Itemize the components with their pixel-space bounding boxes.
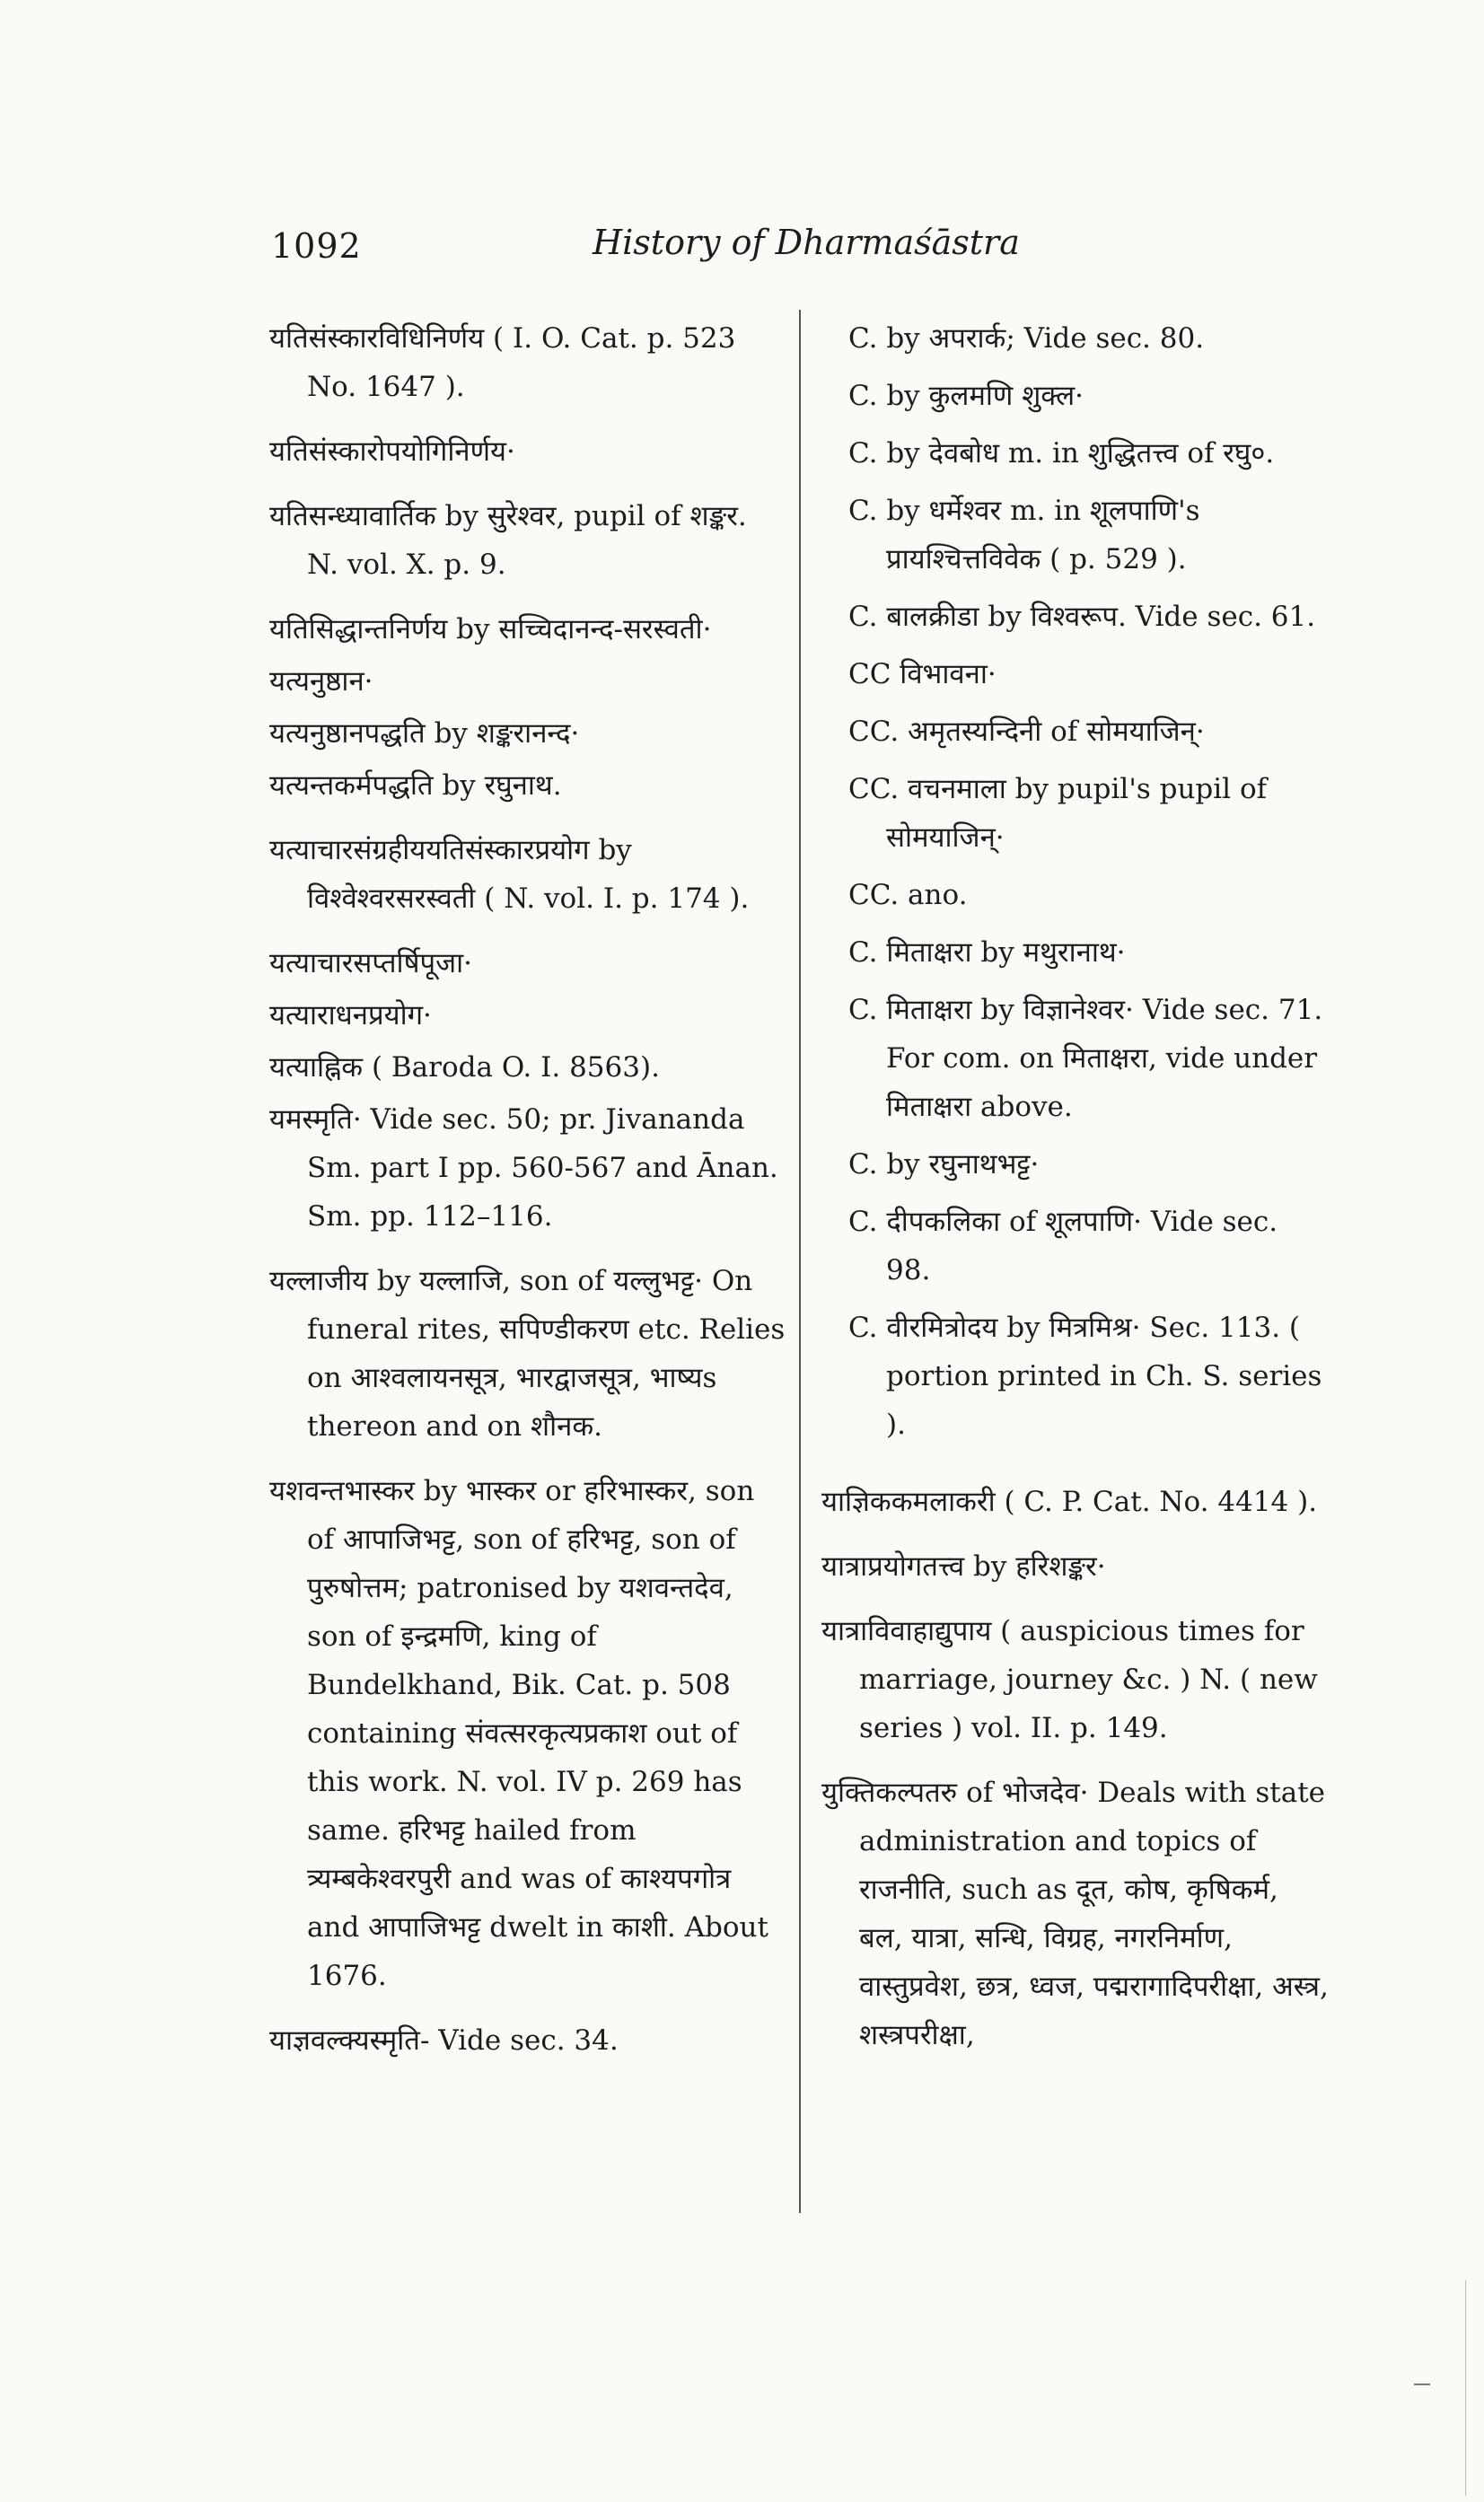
commentary-item: C. by कुलमणि शुक्ल· [848,380,1084,412]
page-number: 1092 [271,226,362,266]
right-column [821,314,1329,2076]
entry-yatyanushthana: यत्यनुष्ठान· [269,665,373,698]
sub-commentary-item: CC विभावना· [848,658,997,690]
commentary-item: C. दीपकलिका of शूलपाणि· Vide sec. 98. [848,1206,1278,1286]
print-mark [1414,2383,1430,2385]
commentary-item: C. by रघुनाथभट्ट· [848,1148,1040,1181]
entry-yatisiddhanta: यतिसिद्धान्तनिर्णय by सच्चिदानन्द-सरस्वती· [269,613,712,645]
entry-yuktikalpataru: युक्तिकल्पतरु of भोजदेव· Deals with state administration and topics of राजनीति, such as दूत, कोष, कृषिकर्म, बल, यात्रा, सन्धि, विग्रह, नगरनिर्माण, वास्तुप्रवेश, छत्र, ध्वज, पद्मरागादिपरीक्षा, अस्त्र, शस्त्रपरीक्षा, [821,1777,1329,2051]
commentary-item: C. बालक्रीडा by विश्वरूप. Vide sec. 61. [848,601,1316,633]
running-title: History of Dharmaśāstra [593,223,1020,262]
sub-commentary-item: CC. वचनमाला by pupil's pupil of सोमयाजिन्· [848,773,1268,854]
entry-yajnavalkyasmriti: याज्ञवल्क्यस्मृति- Vide sec. 34. [269,2024,619,2057]
commentary-item: C. मिताक्षरा by विज्ञानेश्वर· Vide sec. 71. For com. on मिताक्षरा, vide under मिताक्षरा above. [848,994,1323,1123]
entry-yatyacharasaptarshi: यत्याचारसप्तर्षिपूजा· [269,947,472,979]
entry-yatraprayogatattva: यात्राप्रयोगतत्त्व by हरिशङ्कर· [821,1550,1106,1583]
entry-yashavantabhaskara: यशवन्तभास्कर by भास्कर or हरिभास्कर, son of आपाजिभट्ट, son of हरिभट्ट, son of पुरुषोत्तम; patronised by यशवन्तदेव, son of इन्द्रमणि, king of Bundelkhand, Bik. Cat. p. 508 containing संवत्सरकृत्यप्रकाश out of this work. N. vol. IV p. 269 has same. हरिभट्ट hailed from त्र्यम्बकेश्वरपुरी and was of काश्यपगोत्र and आपाजिभट्ट dwelt in काशी. About 1676. [269,1475,768,1992]
entry-yatyanushthanapaddhati: यत्यनुष्ठानपद्धति by शङ्करानन्द· [269,717,580,750]
entry-yatisamskaropayogi: यतिसंस्कारोपयोगिनिर्णय· [269,435,515,468]
commentary-item: C. by धर्मेश्वर m. in शूलपाणि's प्रायश्चित्तविवेक ( p. 529 ). [848,495,1200,575]
commentary-item: C. मिताक्षरा by मथुरानाथ· [848,936,1126,969]
commentary-item: C. by अपरार्क; Vide sec. 80. [848,322,1205,355]
sub-commentary-item: CC. अमृतस्यन्दिनी of सोमयाजिन्· [848,715,1205,748]
entry-yatyahnika: यत्याह्निक ( Baroda O. I. 8563). [269,1051,660,1084]
entry-yatyaradhanaprayoga: यत्याराधनप्रयोग· [269,999,432,1032]
entry-yajnikakamalakari: याज्ञिककमलाकरी ( C. P. Cat. No. 4414 ). [821,1486,1318,1518]
entry-yatravivahadyupaya: यात्राविवाहाद्युपाय ( auspicious times for marriage, journey &c. ) N. ( new series ) vol. II. p. 149. [821,1615,1318,1744]
commentary-item: C. वीरमित्रोदय by मित्रमिश्र· Sec. 113. ( portion printed in Ch. S. series ). [848,1312,1322,1441]
column-divider [799,310,801,2213]
entry-yatisamskaravidhi: यतिसंस्कारविधिनिर्णय ( I. O. Cat. p. 523 No. 1647 ). [269,322,736,403]
entry-yatyantakarmapaddhati: यत्यन्तकर्मपद्धति by रघुनाथ. [269,769,562,802]
entry-yatisandhyavartika: यतिसन्ध्यावार्तिक by सुरेश्वर, pupil of शङ्कर. N. vol. X. p. 9. [269,500,747,581]
commentary-item: C. by देवबोध m. in शुद्धितत्त्व of रघु०. [848,437,1275,470]
sub-commentary-item: CC. ano. [848,879,968,911]
page-edge-line [1465,2280,1466,2496]
left-column [269,314,786,2081]
spacer [821,1458,1329,1478]
entry-yatyacharasamgrahiya: यत्याचारसंग्रहीययतिसंस्कारप्रयोग by विश्वेश्वरसरस्वती ( N. vol. I. p. 174 ). [269,834,750,915]
entry-yamasmriti: यमस्मृति· Vide sec. 50; pr. Jivananda Sm. part I pp. 560-567 and Ānan. Sm. pp. 112–116. [269,1103,778,1233]
entry-yallajiya: यल्लाजीय by यल्लाजि, son of यल्लुभट्ट· On funeral rites, सपिण्डीकरण etc. Relies on आश्वलायनसूत्र, भारद्वाजसूत्र, भाष्यs thereon and on शौनक. [269,1265,786,1443]
